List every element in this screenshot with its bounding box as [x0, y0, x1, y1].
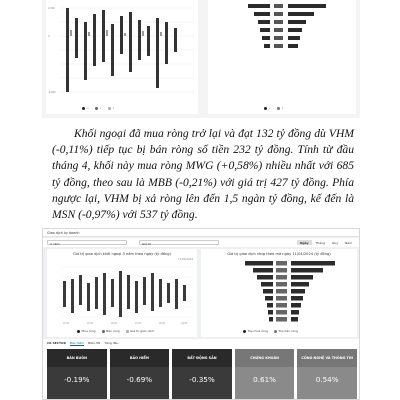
sector-card-value: -0.35%	[189, 375, 215, 384]
svg-text:04/24: 04/24	[181, 322, 188, 325]
sector-card-securities[interactable]	[235, 349, 295, 399]
sector-card-name: BẤT ĐỘNG SẢN	[172, 349, 232, 367]
legend-item-volume	[126, 329, 154, 333]
top-screenshot	[42, 0, 360, 118]
sector-tab-1[interactable]: Bảo hiểm	[69, 341, 85, 345]
tab-quarter[interactable]: Quý	[331, 240, 338, 245]
foreign-trading-daily-chart-panel	[46, 0, 198, 114]
svg-text:2,000: 2,000	[48, 7, 55, 10]
interval-tabs	[297, 240, 355, 245]
legend-top-sell-label: Top bán ròng	[278, 329, 298, 333]
net-by-ticker-legend	[243, 329, 298, 333]
foreign-value-chart-legend	[77, 329, 154, 333]
sector-tab-2[interactable]: Biến đổi	[88, 341, 101, 345]
sector-tabs	[47, 341, 118, 346]
tab-month[interactable]: Tháng	[315, 240, 325, 245]
article-paragraph: Khối ngoại đã mua ròng trở lại và đạt 132 tỷ đồng dù VHM (-0,11%) tiếp tục bị bán ròng số tiền 232 tỷ đồng. Tính từ đầu tháng 4, khối này mua ròng MWG (+0,58%) nhiều nhất với 685 tỷ đồng, theo sau là MBB (-0,21%) với giá trị 427 tỷ đồng. Phía ngược lại, VHM bị xả ròng lên đến 1,5 ngàn tỷ đồng, kế đến là MSN (-0,97%) với 537 tỷ đồng.	[52, 127, 354, 222]
sector-card-name: BÁN BUÔN	[47, 349, 107, 367]
legend-top-buy-label: Top mua ròng	[247, 329, 268, 333]
net-trading-by-ticker-chart	[208, 0, 356, 114]
sector-card-name: CÔNG NGHỆ VÀ THÔNG TIN	[297, 349, 357, 367]
sector-card-name: BẢO HIỂM	[110, 349, 170, 367]
legend-buy-label: Mua ròng	[81, 329, 96, 333]
svg-text:05/22: 05/22	[87, 322, 94, 325]
svg-text:09/23: 09/23	[159, 322, 166, 325]
sector-card-value: 0.54%	[315, 375, 339, 384]
net-by-ticker-title: Giá trị giao dịch ròng theo mã ngày 11/04/2024 (tỷ đồng)	[227, 252, 331, 256]
sector-label: CK SECTOR	[47, 341, 66, 345]
legend-item-top-buy	[243, 329, 268, 333]
top-right-legend: • •	[264, 106, 284, 110]
sector-card-wholesale[interactable]	[47, 349, 107, 399]
net-by-ticker-chart	[201, 249, 357, 337]
sector-section	[43, 339, 359, 400]
svg-text:09/22: 09/22	[111, 322, 118, 325]
metric-select-value: Giá trị	[142, 241, 152, 246]
foreign-value-chart-title: Giá trị giao dịch khối ngoại 3 năm theo ngày (tỷ đồng)	[73, 252, 171, 256]
tab-year[interactable]: Năm	[344, 240, 352, 245]
sector-cards	[47, 349, 357, 399]
svg-text:0: 0	[48, 35, 50, 38]
sector-card-insurance[interactable]	[110, 349, 170, 399]
top-left-legend: • • •	[82, 106, 114, 110]
sector-card-name: CHỨNG KHOÁN	[235, 349, 295, 367]
legend-item-top-sell	[274, 329, 298, 333]
sector-tab-3[interactable]: Tăng đều	[104, 341, 119, 345]
tab-day[interactable]: Ngày	[297, 240, 312, 245]
sector-card-real-estate[interactable]	[172, 349, 232, 399]
filter-bar	[43, 238, 359, 247]
sector-card-technology[interactable]	[297, 349, 357, 399]
foreign-value-chart	[47, 249, 197, 337]
foreign-value-chart-panel	[47, 249, 197, 337]
foreign-trading-daily-chart	[46, 0, 198, 114]
legend-item-sell	[102, 329, 120, 333]
legend-sell-label: Bán ròng	[106, 329, 120, 333]
sector-card-value: -0.69%	[126, 375, 153, 384]
dashboard-header-label: Giao dịch ky doanh	[47, 231, 80, 235]
dashboard-screenshot	[42, 228, 360, 400]
svg-text:01/23: 01/23	[135, 322, 142, 325]
period-select[interactable]	[47, 240, 127, 245]
svg-text:-4,000: -4,000	[48, 91, 56, 94]
sector-card-value: 0.61%	[253, 375, 276, 384]
sector-card-value: -0.19%	[64, 375, 90, 384]
foreign-value-chart-date: 11/04/2024	[178, 258, 193, 261]
legend-item-buy	[77, 329, 96, 333]
svg-text:01/22: 01/22	[63, 322, 70, 325]
dashboard-header	[43, 229, 359, 237]
period-select-value: 3 năm	[50, 241, 60, 246]
net-trading-by-ticker-panel	[208, 0, 356, 114]
legend-volume-label: Giá trị giao dịch	[130, 329, 154, 333]
net-by-ticker-panel	[201, 249, 357, 337]
metric-select[interactable]	[139, 240, 219, 245]
